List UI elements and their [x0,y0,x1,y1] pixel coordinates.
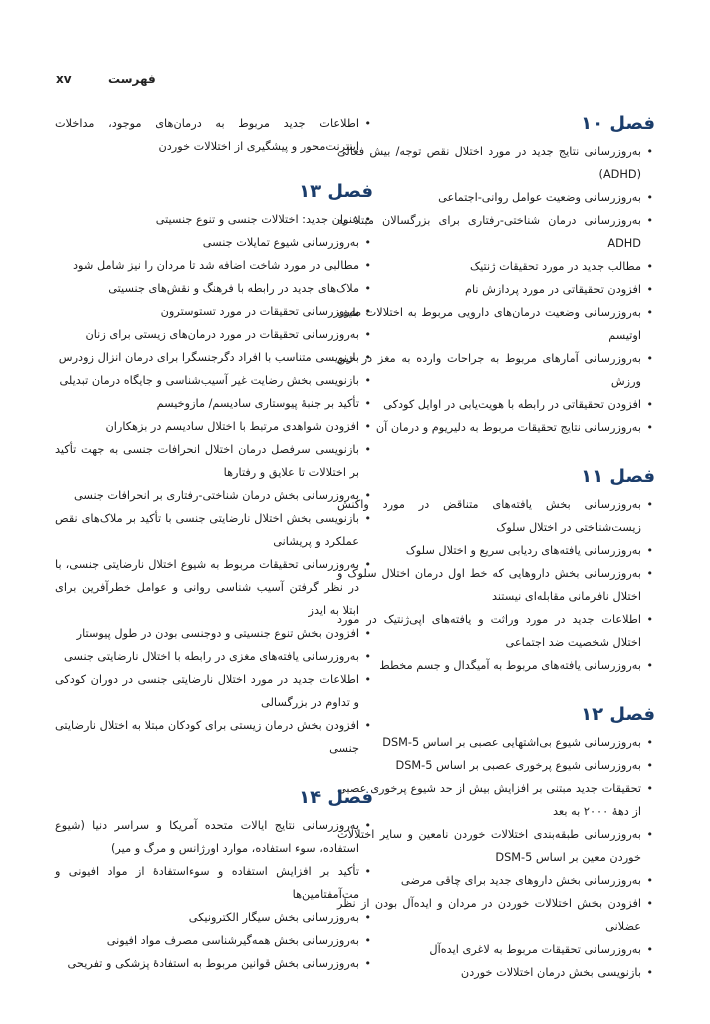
continued-list [55,112,373,158]
list-item: • به‌روزرسانی شیوع تمایلات جنسی [55,231,373,254]
list-item: • بازنویسی بخش رضایت غیر آسیب‌شناسی و جایگاه درمان تبدیلی [55,369,373,392]
chapter-heading: فصل ۱۱ [581,466,655,487]
list-item: • اطلاعات جدید در مورد وراثت و یافته‌های اپی‌ژنتیک در مورد اختلال شخصیت ضد اجتماعی [337,608,655,654]
list-item: • بازنویسی بخش اختلال نارضایتی جنسی با تأکید بر ملاک‌های نقص عملکرد و پریشانی [55,507,373,553]
list-item: • اطلاعات جدید مربوط به درمان‌های موجود، مداخلات اینترنت‌محور و پیشگیری از اختلالات خوردن [55,112,373,158]
list-item: • اطلاعات جدید در مورد اختلال نارضایتی جنسی در دوران کودکی و تداوم در بزرگسالی [55,668,373,714]
list-item: • به‌روزرسانی نتایج تحقیقات مربوط به دلیریوم و درمان آن [337,416,655,439]
bullet-list [55,814,373,975]
bullet-list [55,208,373,760]
list-item: • به‌روزرسانی تحقیقات مربوط به لاغری ایده‌آل [337,938,655,961]
list-item: • به‌روزرسانی یافته‌های ردیابی سریع و اختلال سلوک [337,539,655,562]
chapter-heading: فصل ۱۳ [299,181,373,202]
list-item: • به‌روزرسانی بخش سیگار الکترونیکی [55,906,373,929]
list-item: • به‌روزرسانی بخش درمان شناختی-رفتاری بر انحرافات جنسی [55,484,373,507]
list-item: • به‌روزرسانی آمارهای مربوط به جراحات وارده به مغز در حین ورزش [337,347,655,393]
list-item: • به‌روزرسانی بخش همه‌گیرشناسی مصرف مواد افیونی [55,929,373,952]
list-item: • مطالبی در مورد شاخت اضافه شد تا مردان را نیز شامل شود [55,254,373,277]
list-item: • افزودن تحقیقاتی در رابطه با هویت‌یابی در اوایل کودکی [337,393,655,416]
chapter-heading: فصل ۱۰ [581,113,655,134]
list-item: • عنوان جدید: اختلالات جنسی و تنوع جنسیتی [55,208,373,231]
chapter-heading: فصل ۱۲ [581,704,655,725]
list-item: • به‌روزرسانی طبقه‌بندی اختلالات خوردن نامعین و سایر اختلالات خوردن معین بر اساس DSM-5 [337,823,655,869]
chapter-section [337,465,655,677]
list-item: • به‌روزرسانی بخش داروهای جدید برای چاقی مرضی [337,869,655,892]
bullet-list [337,731,655,984]
running-head [56,72,156,92]
right-column [337,112,655,1010]
list-item: • بازنویسی سرفصل درمان اختلال انحرافات جنسی به جهت تأکید بر اختلالات تا علایق و رفتارها [55,438,373,484]
list-item: • افزودن تحقیقاتی در مورد پردازش نام [337,278,655,301]
chapter-heading: فصل ۱۴ [299,787,373,808]
list-item: • به‌روزرسانی بخش قوانین مربوط به استفادۀ پزشکی و تفریحی [55,952,373,975]
list-item: • تأکید بر جنبۀ پیوستاری سادیسم/ مازوخیسم [55,392,373,415]
list-item: • به‌روزرسانی وضعیت عوامل روانی-اجتماعی [337,186,655,209]
list-item: • تحقیقات جدید مبتنی بر افزایش بیش از حد شیوع پرخوری عصبی از دهۀ ۲۰۰۰ به بعد [337,777,655,823]
list-item: • افزودن شواهدی مرتبط با اختلال سادیسم در بزهکاران [55,415,373,438]
list-item: • به‌روزرسانی نتایج جدید در مورد اختلال نقص توجه/ بیش فعالی (ADHD) [337,140,655,186]
list-item: • به‌روزرسانی تحقیقات مربوط به شیوع اختلال نارضایتی جنسی، با در نظر گرفتن آسیب شناسی روانی و عوامل خطرآفرین برای ابتلا به ایدز [55,553,373,622]
page-number: xv [56,72,72,86]
list-item: • افزودن بخش اختلالات خوردن در مردان و ایده‌آل بودن از نظر عضلانی [337,892,655,938]
list-item: • ملاک‌های جدید در رابطه با فرهنگ و نقش‌های جنسیتی [55,277,373,300]
chapter-section [55,786,373,975]
list-item: • به‌روزرسانی شیوع پرخوری عصبی بر اساس DSM-5 [337,754,655,777]
bullet-list [337,493,655,677]
list-item: • بازنویسی متناسب با افراد دگرجنسگرا برای درمان انزال زودرس [55,346,373,369]
list-item: • به‌روزرسانی تحقیقات در مورد تستوسترون [55,300,373,323]
list-item: • مطالب جدید در مورد تحقیقات ژنتیک [337,255,655,278]
list-item: • به‌روزرسانی بخش یافته‌های متناقض در مورد واکنش زیست‌شناختی در اختلال سلوک [337,493,655,539]
list-item: • تأکید بر افزایش استفاده و سوءاستفادۀ از مواد افیونی و مت‌آمفتامین‌ها [55,860,373,906]
chapter-section [337,703,655,984]
chapter-section [55,180,373,760]
list-item: • به‌روزرسانی یافته‌های مغزی در رابطه با اختلال نارضایتی جنسی [55,645,373,668]
list-item: • به‌روزرسانی نتایج ایالات متحده آمریکا و سراسر دنیا (شیوع استفاده، سوء استفاده، موارد اورژانس و مرگ و میر) [55,814,373,860]
chapter-section [337,112,655,439]
list-item: • به‌روزرسانی بخش داروهایی که خط اول درمان اختلال سلوک و اختلال نافرمانی مقابله‌ای نیستند [337,562,655,608]
list-item: • به‌روزرسانی شیوع بی‌اشتهایی عصبی بر اساس DSM-5 [337,731,655,754]
list-item: • به‌روزرسانی یافته‌های مربوط به آمیگدال و جسم مخطط [337,654,655,677]
list-item: • به‌روزرسانی وضعیت درمان‌های دارویی مربوط به اختلالات طیف اوتیسم [337,301,655,347]
list-item: • به‌روزرسانی تحقیقات در مورد درمان‌های زیستی برای زنان [55,323,373,346]
running-title: فهرست [108,72,156,86]
list-item: • به‌روزرسانی درمان شناختی-رفتاری برای بزرگسالان مبتلا به ADHD [337,209,655,255]
list-item: • افزودن بخش تنوع جنسیتی و دوجنسی بودن در طول پیوستار [55,622,373,645]
left-column [55,112,373,1001]
list-item: • افزودن بخش درمان زیستی برای کودکان مبتلا به اختلال نارضایتی جنسی [55,714,373,760]
list-item: • بازنویسی بخش درمان اختلالات خوردن [337,961,655,984]
left-sections [55,180,373,975]
bullet-list [337,140,655,439]
